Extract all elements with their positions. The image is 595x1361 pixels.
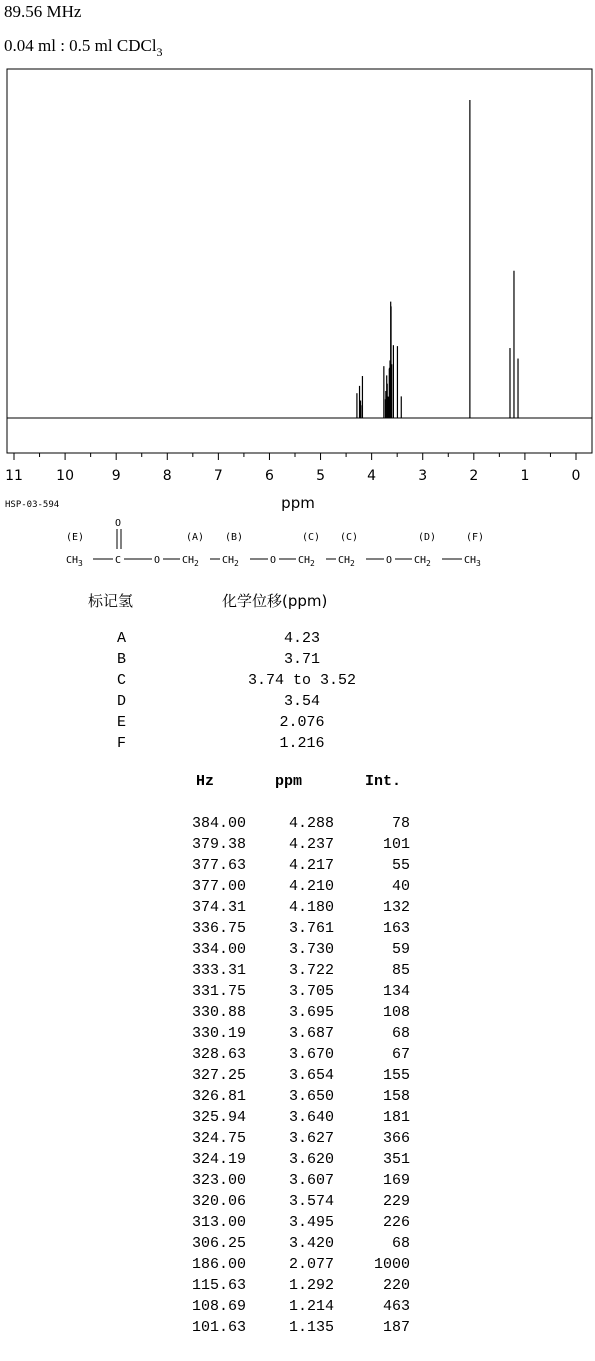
- x-tick-label: 11: [5, 468, 23, 484]
- peak-int-cell: 463: [382, 1298, 410, 1315]
- peak-hz-cell: 377.63: [191, 857, 246, 874]
- peak-int-cell: 351: [382, 1151, 410, 1168]
- group-c: C: [115, 555, 122, 566]
- peak-ppm-cell: 4.210: [288, 878, 334, 895]
- peak-row: [170, 1214, 410, 1235]
- peak-hz-cell: 331.75: [191, 983, 246, 1000]
- peak-hz-cell: 108.69: [191, 1298, 246, 1315]
- label-a: (A): [186, 532, 205, 543]
- peak-int-cell: 132: [382, 899, 410, 916]
- peak-ppm-cell: 3.761: [288, 920, 334, 937]
- peak-row: [170, 1172, 410, 1193]
- structure-formula: [60, 515, 500, 570]
- peak-int-cell: 85: [391, 962, 410, 979]
- assignment-label: D: [117, 693, 127, 710]
- peak-row: [170, 857, 410, 878]
- assignment-row: [117, 712, 387, 733]
- assignment-table: [117, 628, 387, 754]
- assignment-label: F: [117, 735, 127, 752]
- peak-int-cell: 59: [391, 941, 410, 958]
- peak-series: [7, 100, 592, 418]
- peak-int-cell: 226: [382, 1214, 410, 1231]
- peak-hz-cell: 320.06: [191, 1193, 246, 1210]
- x-tick-label: 7: [213, 468, 223, 484]
- peak-row: [170, 1088, 410, 1109]
- peak-hz-cell: 334.00: [191, 941, 246, 958]
- x-tick-label: 5: [316, 468, 326, 484]
- label-b: (B): [225, 532, 244, 543]
- peak-ppm-cell: 4.217: [288, 857, 334, 874]
- peak-ppm-cell: 3.654: [288, 1067, 334, 1084]
- group-o3: O: [386, 555, 393, 566]
- peak-int-cell: 163: [382, 920, 410, 937]
- label-c2: (C): [340, 532, 359, 543]
- peak-row: [170, 1046, 410, 1067]
- peak-row: [170, 1235, 410, 1256]
- x-tick-label: 4: [367, 468, 377, 484]
- assignment-shift: 4.23: [283, 630, 320, 647]
- x-tick-label: 10: [56, 468, 75, 484]
- peak-ppm-cell: 3.627: [288, 1130, 334, 1147]
- group-ch2-b: $CH_2$: [222, 555, 239, 568]
- group-ch3-f: $CH_3$: [464, 555, 481, 568]
- peak-row: [170, 836, 410, 857]
- assignment-label: E: [117, 714, 127, 731]
- x-tick-label: 6: [264, 468, 274, 484]
- x-axis-ticks: [5, 453, 580, 484]
- assignment-row: [117, 670, 387, 691]
- peak-hz-cell: 327.25: [191, 1067, 246, 1084]
- header-int: Int.: [364, 773, 401, 790]
- peak-row: [170, 1193, 410, 1214]
- peak-row: [170, 1067, 410, 1088]
- peak-hz-cell: 384.00: [191, 815, 246, 832]
- peak-hz-cell: 115.63: [191, 1277, 246, 1294]
- group-ch3-e: $CH_3$: [66, 555, 83, 568]
- peak-hz-cell: 323.00: [191, 1172, 246, 1189]
- x-tick-label: 8: [162, 468, 172, 484]
- peak-int-cell: 101: [382, 836, 410, 853]
- peak-row: [170, 1025, 410, 1046]
- label-c1: (C): [302, 532, 321, 543]
- peak-ppm-cell: 3.620: [288, 1151, 334, 1168]
- peak-row: [170, 1004, 410, 1025]
- peak-hz-cell: 325.94: [191, 1109, 246, 1126]
- peak-int-cell: 78: [391, 815, 410, 832]
- peak-int-cell: 108: [382, 1004, 410, 1021]
- assignment-shift: 2.076: [279, 714, 325, 731]
- peak-hz-cell: 336.75: [191, 920, 246, 937]
- peak-int-cell: 181: [382, 1109, 410, 1126]
- peak-ppm-cell: 3.687: [288, 1025, 334, 1042]
- peak-int-cell: 134: [382, 983, 410, 1000]
- peak-ppm-cell: 2.077: [288, 1256, 334, 1273]
- assignment-row: [117, 649, 387, 670]
- assignment-label: A: [117, 630, 127, 647]
- label-f: (F): [466, 532, 485, 543]
- peak-hz-cell: 328.63: [191, 1046, 246, 1063]
- peak-ppm-cell: 1.214: [288, 1298, 334, 1315]
- x-tick-label: 1: [520, 468, 530, 484]
- peak-hz-cell: 326.81: [191, 1088, 246, 1105]
- assignment-row: [117, 628, 387, 649]
- peak-hz-cell: 313.00: [191, 1214, 246, 1231]
- assignment-label: B: [117, 651, 127, 668]
- peak-ppm-cell: 3.640: [288, 1109, 334, 1126]
- peak-ppm-cell: 3.730: [288, 941, 334, 958]
- peak-row: [170, 1319, 410, 1340]
- group-ch2-c2: $CH_2$: [338, 555, 355, 568]
- peak-int-cell: 169: [382, 1172, 410, 1189]
- nmr-spectrum-chart: [0, 60, 595, 520]
- peak-int-cell: 68: [391, 1235, 410, 1252]
- peak-row: [170, 1277, 410, 1298]
- peak-int-cell: 68: [391, 1025, 410, 1042]
- peak-row: [170, 983, 410, 1004]
- peak-ppm-cell: 4.288: [288, 815, 334, 832]
- peak-ppm-cell: 3.607: [288, 1172, 334, 1189]
- peak-hz-cell: 330.88: [191, 1004, 246, 1021]
- peak-ppm-cell: 4.180: [288, 899, 334, 916]
- peak-ppm-cell: 3.420: [288, 1235, 334, 1252]
- peak-ppm-cell: 3.695: [288, 1004, 334, 1021]
- peak-row: [170, 1130, 410, 1151]
- label-d: (D): [418, 532, 437, 543]
- peak-ppm-cell: 3.670: [288, 1046, 334, 1063]
- peak-row: [170, 941, 410, 962]
- peak-hz-cell: 377.00: [191, 878, 246, 895]
- peak-ppm-cell: 1.135: [288, 1319, 334, 1336]
- assignment-label: C: [117, 672, 127, 689]
- peak-ppm-cell: 3.705: [288, 983, 334, 1000]
- peak-ppm-cell: 3.495: [288, 1214, 334, 1231]
- peak-hz-cell: 379.38: [191, 836, 246, 853]
- assignment-row: [117, 691, 387, 712]
- sample-label: [4, 36, 163, 60]
- peak-int-cell: 40: [391, 878, 410, 895]
- peak-row: [170, 815, 410, 836]
- peak-int-cell: 220: [382, 1277, 410, 1294]
- assignment-row: [117, 733, 387, 754]
- peak-hz-cell: 330.19: [191, 1025, 246, 1042]
- peak-hz-cell: 101.63: [191, 1319, 246, 1336]
- assignment-header-label: 标记氢: [88, 592, 134, 610]
- assignment-shift: 3.54: [283, 693, 320, 710]
- peak-hz-cell: 186.00: [191, 1256, 246, 1273]
- peak-ppm-cell: 3.722: [288, 962, 334, 979]
- peak-ppm-cell: 3.574: [288, 1193, 334, 1210]
- header-ppm: ppm: [274, 773, 302, 790]
- peak-hz-cell: 306.25: [191, 1235, 246, 1252]
- x-tick-label: 2: [469, 468, 479, 484]
- peak-row: [170, 899, 410, 920]
- peak-int-cell: 67: [391, 1046, 410, 1063]
- label-e: (E): [66, 532, 85, 543]
- assignment-shift: 1.216: [279, 735, 325, 752]
- peak-int-cell: 366: [382, 1130, 410, 1147]
- assignment-shift: 3.74 to 3.52: [247, 672, 357, 689]
- peak-int-cell: 1000: [373, 1256, 410, 1273]
- assignment-shift: 3.71: [283, 651, 320, 668]
- peak-hz-cell: 333.31: [191, 962, 246, 979]
- peak-table: [170, 773, 410, 1340]
- x-tick-label: 0: [571, 468, 581, 484]
- peak-row: [170, 1109, 410, 1130]
- peak-int-cell: 229: [382, 1193, 410, 1210]
- peak-row: [170, 1151, 410, 1172]
- peak-int-cell: 55: [391, 857, 410, 874]
- peak-row: [170, 920, 410, 941]
- peak-ppm-cell: 3.650: [288, 1088, 334, 1105]
- peak-int-cell: 158: [382, 1088, 410, 1105]
- plot-frame: [7, 69, 592, 453]
- group-ch2-d: $CH_2$: [414, 555, 431, 568]
- peak-int-cell: 155: [382, 1067, 410, 1084]
- assignment-header-shift: 化学位移(ppm): [222, 592, 328, 610]
- group-ch2-c1: $CH_2$: [298, 555, 315, 568]
- peak-ppm-cell: 4.237: [288, 836, 334, 853]
- x-tick-label: 3: [418, 468, 428, 484]
- peak-row: [170, 1298, 410, 1319]
- peak-row: [170, 1256, 410, 1277]
- peak-hz-cell: 374.31: [191, 899, 246, 916]
- peak-int-cell: 187: [382, 1319, 410, 1336]
- x-axis-title: ppm: [281, 494, 315, 512]
- peak-hz-cell: 324.19: [191, 1151, 246, 1168]
- peak-table-body: [170, 815, 410, 1340]
- spectrum-code: HSP-03-594: [5, 500, 60, 510]
- group-o2: O: [270, 555, 277, 566]
- group-o1: O: [154, 555, 161, 566]
- frequency-label: 89.56 MHz: [4, 2, 82, 21]
- peak-hz-cell: 324.75: [191, 1130, 246, 1147]
- peak-ppm-cell: 1.292: [288, 1277, 334, 1294]
- peak-table-header: [170, 773, 410, 793]
- sample-text: 0.04 ml : 0.5 ml CDCl: [4, 36, 157, 55]
- carbonyl-oxygen: O: [115, 518, 122, 529]
- group-ch2-a: $CH_2$: [182, 555, 199, 568]
- peak-row: [170, 878, 410, 899]
- header-hz: Hz: [195, 773, 214, 790]
- peak-row: [170, 962, 410, 983]
- sample-subscript: 3: [156, 45, 163, 59]
- x-tick-label: 9: [111, 468, 121, 484]
